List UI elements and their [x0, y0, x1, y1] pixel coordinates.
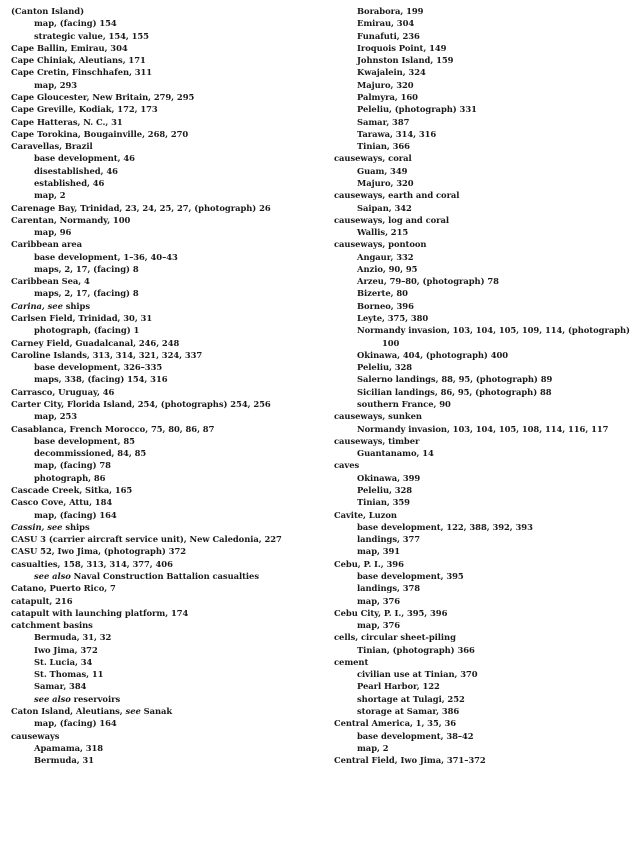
index-subentry: map, (facing) 78: [34, 460, 111, 471]
index-subentry: disestablished, 46: [34, 165, 118, 176]
index-entry: Cape Hatteras, N. C., 31: [11, 116, 123, 127]
index-subentry: civilian use at Tinian, 370: [357, 669, 478, 680]
index-entry: Cebu, P. I., 396: [334, 558, 404, 569]
index-entry: Carlsen Field, Trinidad, 30, 31: [11, 313, 153, 324]
index-entry: Cape Greville, Kodiak, 172, 173: [11, 104, 158, 115]
index-subentry: maps, 2, 17, (facing) 8: [34, 288, 139, 299]
index-entry: (Canton Island): [11, 6, 85, 16]
index-subentry: map, 253: [34, 411, 78, 422]
index-entry: Central America, 1, 35, 36: [334, 718, 457, 729]
index-subentry: Peleliu, 328: [357, 484, 413, 495]
index-subentry: Normandy invasion, 103, 104, 105, 109, 114, (photograph): [357, 325, 630, 336]
index-entry: Caroline Islands, 313, 314, 321, 324, 337: [11, 349, 203, 360]
index-subentry: base development, 326–335: [34, 362, 163, 373]
index-subentry: maps, 2, 17, (facing) 8: [34, 263, 139, 274]
index-subentry: Arzeu, 79–80, (photograph) 78: [357, 276, 499, 287]
index-subentry: Sicilian landings, 86, 95, (photograph) 88: [357, 386, 552, 397]
index-entry: Cape Torokina, Bougainville, 268, 270: [11, 128, 189, 139]
index-subentry: Borneo, 396: [357, 300, 414, 311]
index-subentry: photograph, (facing) 1: [34, 325, 140, 336]
index-subentry: Saipan, 342: [357, 202, 412, 213]
index-entry: Cape Gloucester, New Britain, 279, 295: [11, 91, 195, 102]
index-subentry: shortage at Tulagi, 252: [357, 693, 465, 704]
index-entry: Caribbean area: [11, 239, 83, 250]
index-subentry: maps, 338, (facing) 154, 316: [34, 374, 168, 385]
index-entry: catapult, 216: [11, 595, 73, 606]
index-entry: Caravellas, Brazil: [11, 141, 93, 152]
index-subentry: Pearl Harbor, 122: [357, 681, 440, 692]
index-entry: Cascade Creek, Sitka, 165: [11, 484, 133, 495]
index-subentry: Anzio, 90, 95: [357, 263, 418, 274]
index-subentry: landings, 377: [357, 534, 421, 545]
index-entry: catchment basins: [11, 620, 93, 631]
index-entry: cells, circular sheet-piling: [334, 632, 456, 643]
index-subentry: Samar, 384: [34, 681, 87, 692]
index-subentry: Tarawa, 314, 316: [357, 128, 437, 139]
index-subentry: map, 2: [34, 190, 66, 201]
index-subentry: base development, 1–36, 40–43: [34, 251, 178, 262]
index-column-left: [11, 5, 333, 766]
index-entry: causeways, coral: [334, 153, 412, 164]
index-entry: Carina, see ships: [11, 300, 91, 311]
index-subentry: map, 293: [34, 79, 78, 90]
index-subentry: Funafuti, 236: [357, 30, 420, 41]
index-subentry: map, 391: [357, 546, 401, 557]
index-entry: Cebu City, P. I., 395, 396: [334, 607, 448, 618]
index-subentry: decommissioned, 84, 85: [34, 448, 147, 459]
index-entry: Carter City, Florida Island, 254, (photographs) 254, 256: [11, 399, 271, 409]
index-entry: Cape Cretin, Finschhafen, 311: [11, 67, 153, 78]
index-entry: Casablanca, French Morocco, 75, 80, 86, 87: [11, 423, 215, 434]
index-subentry: map, (facing) 164: [34, 509, 117, 520]
index-entry: Cassin, see ships: [11, 521, 90, 532]
index-subentry: see also reservoirs: [34, 693, 121, 704]
index-subentry: landings, 378: [357, 583, 421, 594]
index-subentry: Bizerte, 80: [357, 288, 408, 299]
index-column-right: [334, 5, 636, 766]
index-entry: Cavite, Luzon: [334, 509, 397, 520]
index-subentry: Majuro, 320: [357, 177, 414, 188]
index-subentry: Bermuda, 31, 32: [34, 632, 112, 643]
index-subentry: base development, 395: [357, 570, 464, 581]
index-subentry: Palmyra, 160: [357, 91, 418, 102]
index-subentry: Tinian, 359: [357, 497, 410, 508]
index-subentry: 100: [382, 337, 400, 348]
index-subentry: Iroquois Point, 149: [357, 42, 447, 53]
index-subentry: Emirau, 304: [357, 18, 415, 29]
index-entry: causeways, earth and coral: [334, 190, 460, 201]
index-subentry: map, (facing) 154: [34, 18, 117, 29]
index-subentry: St. Lucia, 34: [34, 656, 93, 667]
index-entry: casualties, 158, 313, 314, 377, 406: [11, 558, 173, 569]
index-entry: Carentan, Normandy, 100: [11, 214, 131, 225]
index-subentry: Johnston Island, 159: [357, 55, 454, 66]
index-subentry: base development, 46: [34, 153, 135, 164]
index-entry: Casco Cove, Attu, 184: [11, 497, 113, 508]
index-entry: causeways, log and coral: [334, 214, 450, 225]
index-subentry: Okinawa, 399: [357, 472, 421, 483]
index-entry: Cape Chiniak, Aleutians, 171: [11, 55, 146, 66]
index-subentry: Normandy invasion, 103, 104, 105, 108, 114, 116, 117: [357, 423, 609, 434]
index-subentry: Kwajalein, 324: [357, 67, 426, 78]
index-entry: catapult with launching platform, 174: [11, 607, 189, 618]
index-subentry: base development, 38–42: [357, 730, 474, 741]
index-subentry: Guantanamo, 14: [357, 448, 434, 459]
index-entry: Carney Field, Guadalcanal, 246, 248: [11, 337, 180, 348]
index-subentry: Wallis, 215: [357, 227, 409, 238]
index-entry: Carenage Bay, Trinidad, 23, 24, 25, 27, (photograph) 26: [11, 202, 271, 213]
index-entry: causeways: [11, 730, 60, 741]
index-entry: Carrasco, Uruguay, 46: [11, 386, 115, 397]
index-subentry: strategic value, 154, 155: [34, 30, 149, 41]
index-subentry: St. Thomas, 11: [34, 669, 104, 680]
index-subentry: Apamama, 318: [34, 742, 104, 753]
index-subentry: Salerno landings, 88, 95, (photograph) 89: [357, 374, 553, 385]
index-entry: caves: [334, 460, 360, 471]
index-subentry: Samar, 387: [357, 116, 410, 127]
index-subentry: map, 376: [357, 620, 401, 631]
index-subentry: see also Naval Construction Battalion casualties: [34, 570, 260, 581]
index-entry: causeways, sunken: [334, 411, 422, 422]
index-subentry: base development, 122, 388, 392, 393: [357, 521, 533, 532]
index-subentry: Leyte, 375, 380: [357, 313, 429, 324]
index-entry: causeways, timber: [334, 435, 420, 446]
index-entry: Central Field, Iwo Jima, 371–372: [334, 755, 486, 766]
index-subentry: storage at Samar, 386: [357, 706, 460, 717]
index-entry: causeways, pontoon: [334, 239, 427, 250]
index-subentry: Majuro, 320: [357, 79, 414, 90]
index-subentry: Bermuda, 31: [34, 755, 94, 766]
index-subentry: southern France, 90: [357, 399, 451, 409]
index-subentry: base development, 85: [34, 435, 135, 446]
index-entry: Cape Ballin, Emirau, 304: [11, 42, 128, 53]
index-subentry: Tinian, (photograph) 366: [357, 644, 475, 655]
index-subentry: Angaur, 332: [357, 251, 414, 262]
index-subentry: map, 96: [34, 227, 72, 238]
index-subentry: map, 2: [357, 742, 389, 753]
index-entry: Catano, Puerto Rico, 7: [11, 583, 116, 594]
index-subentry: map, (facing) 164: [34, 718, 117, 729]
index-subentry: Guam, 349: [357, 165, 408, 176]
index-subentry: Tinian, 366: [357, 141, 410, 152]
index-subentry: photograph, 86: [34, 472, 106, 483]
index-subentry: Okinawa, 404, (photograph) 400: [357, 349, 509, 360]
index-subentry: established, 46: [34, 177, 105, 188]
index-entry: Caribbean Sea, 4: [11, 276, 90, 287]
index-entry: cement: [334, 656, 369, 667]
index-entry: CASU 3 (carrier aircraft service unit), New Caledonia, 227: [11, 534, 282, 545]
index-subentry: map, 376: [357, 595, 401, 606]
index-subentry: Iwo Jima, 372: [34, 644, 98, 655]
index-entry: Caton Island, Aleutians, see Sanak: [11, 706, 173, 717]
index-subentry: Peleliu, (photograph) 331: [357, 104, 477, 115]
index-entry: CASU 52, Iwo Jima, (photograph) 372: [11, 546, 187, 557]
index-subentry: Peleliu, 328: [357, 362, 413, 373]
index-subentry: Borabora, 199: [357, 6, 424, 16]
